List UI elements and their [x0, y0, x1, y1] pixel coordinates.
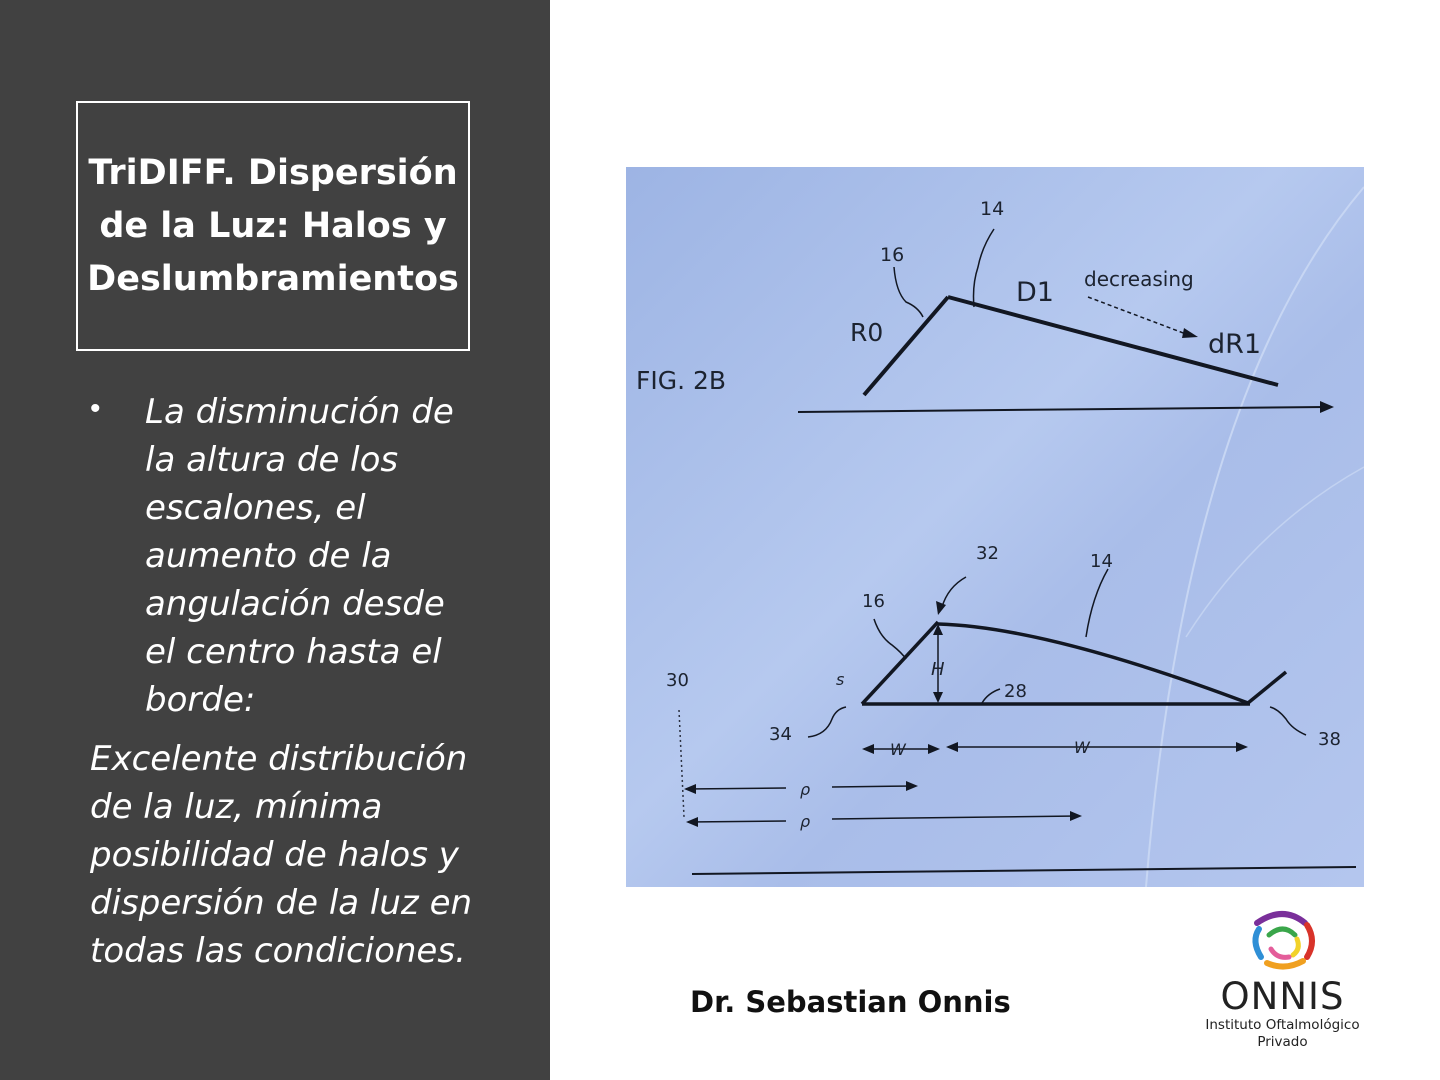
- label-s: s: [836, 670, 845, 689]
- label-16-top: 16: [880, 244, 905, 266]
- rho2-line-left: [688, 821, 786, 822]
- leader-14-bottom: [1086, 569, 1108, 637]
- label-16-bottom: 16: [862, 591, 885, 612]
- patent-figure-photo: [626, 167, 1364, 887]
- label-w3: W: [890, 740, 906, 759]
- rho2-line-right: [832, 816, 1078, 819]
- conclusion-text: Excelente distribución de la luz, mínima posibilidad de halos y dispersión de la luz en todas las condiciones.: [90, 739, 473, 971]
- leader-16-top: [894, 267, 923, 317]
- leader-16-bottom: [874, 619, 906, 659]
- label-14-top: 14: [980, 198, 1005, 220]
- leader-28: [982, 689, 1000, 703]
- height-arrow-bottom: [933, 692, 943, 703]
- rho3-arrow-right: [906, 781, 918, 791]
- slide-title: TriDIFF. Dispersión de la Luz: Halos y Deslumbramientos: [87, 152, 459, 299]
- leader-32: [942, 577, 966, 607]
- label-r0: R0: [850, 318, 884, 347]
- next-step-line: [1248, 672, 1286, 703]
- center-reference-line-30: [679, 710, 684, 817]
- label-dr1: dR1: [1208, 329, 1262, 360]
- logo-wordmark: ONNIS: [1220, 975, 1345, 1018]
- onnis-logo: [1195, 905, 1370, 1055]
- w2-arrow-right: [1236, 742, 1248, 752]
- label-rho2: ρ: [800, 812, 811, 831]
- label-30: 30: [666, 670, 689, 691]
- leader-38: [1270, 707, 1306, 735]
- w3-arrow-right: [928, 744, 940, 754]
- bottom-axis-line: [692, 867, 1356, 874]
- label-h: H: [931, 659, 945, 680]
- step-riser-line: [862, 622, 938, 704]
- top-axis-line: [798, 407, 1326, 412]
- fig-2b-label: FIG. 2B: [636, 366, 727, 395]
- screen-reflection-arc: [1146, 187, 1364, 887]
- author-name: Dr. Sebastian Onnis: [690, 985, 1011, 1019]
- title-box: [76, 101, 470, 351]
- label-34: 34: [769, 724, 792, 745]
- logo-line-1: Instituto Oftalmológico: [1205, 1017, 1360, 1033]
- label-14-bottom: 14: [1090, 551, 1113, 572]
- top-axis-arrowhead: [1320, 401, 1334, 413]
- label-w2: W: [1074, 738, 1090, 757]
- label-decreasing: decreasing: [1084, 267, 1194, 291]
- leader-34: [808, 707, 846, 737]
- logo-line-2: Privado: [1257, 1034, 1308, 1050]
- label-rho3: ρ: [800, 780, 811, 799]
- logo-subtitle: [1195, 1017, 1370, 1051]
- w2-arrow-left: [946, 742, 958, 752]
- rho3-line-right: [832, 786, 914, 787]
- rho2-arrow-right: [1070, 811, 1082, 821]
- label-38: 38: [1318, 729, 1341, 750]
- left-panel: [0, 0, 550, 1080]
- decreasing-arrow-line: [1088, 297, 1186, 334]
- figure-drawing: [626, 167, 1364, 887]
- label-28: 28: [1004, 681, 1027, 702]
- bullet-text: La disminución de la altura de los escalones, el aumento de la angulación desde el centro hasta el borde:: [145, 392, 454, 720]
- decreasing-arrowhead: [1182, 328, 1198, 338]
- rho3-arrow-left: [684, 784, 696, 794]
- rainbow-swirl-icon: [1195, 905, 1370, 975]
- w3-arrow-left: [862, 744, 874, 754]
- bullet-marker: •: [90, 392, 101, 425]
- rho3-line-left: [686, 788, 786, 789]
- label-d1: D1: [1016, 277, 1054, 308]
- leader-14-top: [974, 229, 995, 307]
- rho2-arrow-left: [686, 817, 698, 827]
- zone-profile-curve: [938, 624, 1248, 703]
- label-32: 32: [976, 543, 999, 564]
- leader-32-arrowhead: [936, 601, 946, 615]
